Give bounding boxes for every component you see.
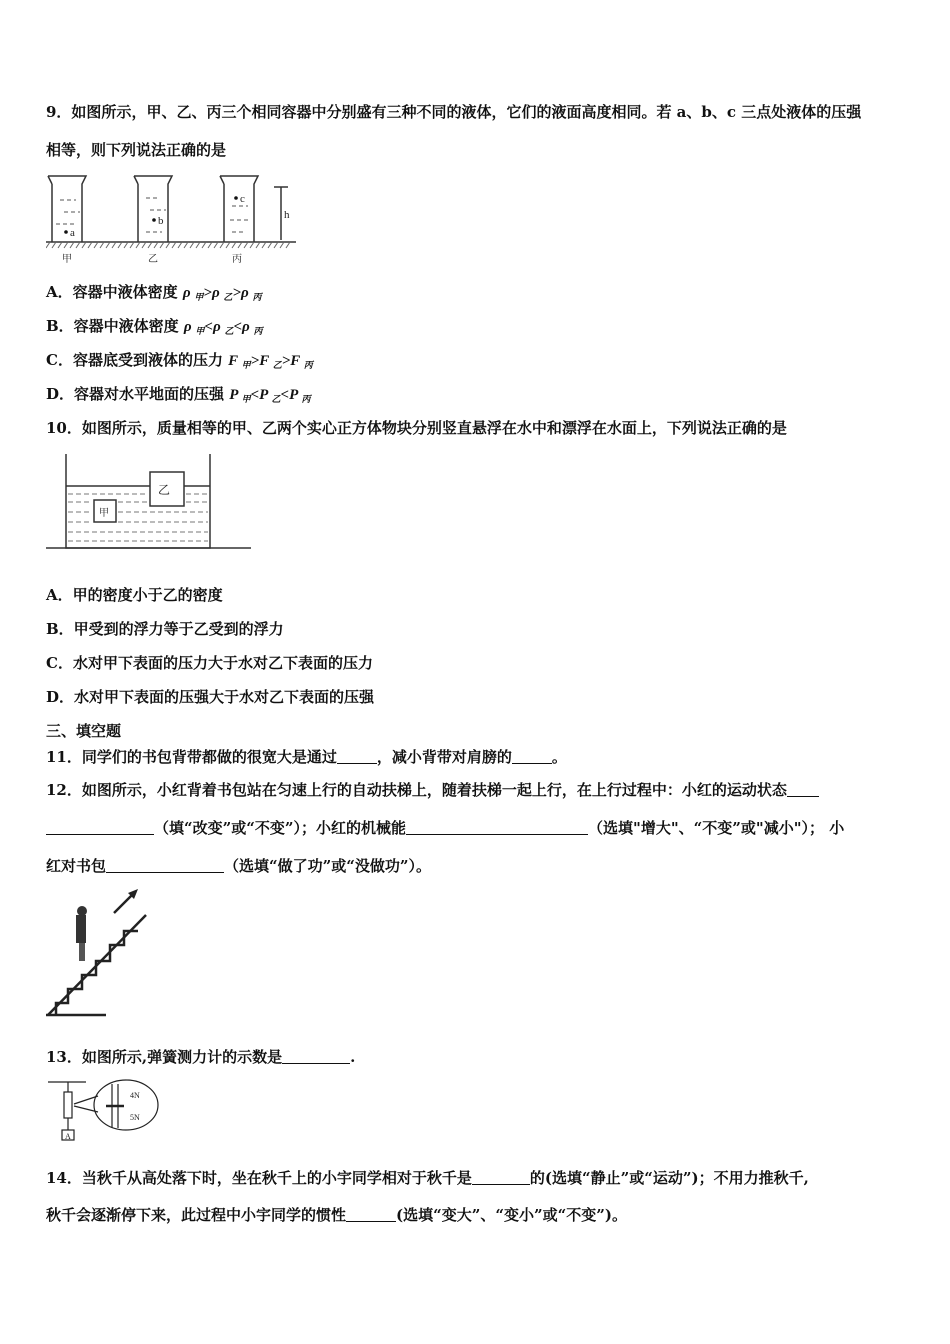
q14-text-b: 的(选填“静止”或“运动”)；不用力推秋千, — [529, 1169, 809, 1187]
q12-text-b: （填“改变”或“不变”）；小红的机械能 — [154, 819, 407, 837]
q10-beaker-figure — [46, 450, 256, 560]
q14-text-c: 秋千会逐渐停下来，此过程中小宇同学的惯性 — [46, 1206, 347, 1224]
q12-text-d: 红对书包 — [46, 857, 107, 875]
q9-containers-figure — [46, 170, 306, 270]
q10-option-c[interactable]: C．水对甲下表面的压力大于水对乙下表面的压力 — [46, 654, 373, 672]
q9-stem-line2: 相等，则下列说法正确的是 — [46, 141, 227, 159]
q14-line1 — [46, 1168, 809, 1188]
q10-option-a[interactable]: A．甲的密度小于乙的密度 — [46, 586, 223, 604]
point-b-label: b — [158, 215, 164, 227]
q11-blank-1[interactable] — [337, 749, 377, 764]
q12-blank-3[interactable] — [106, 858, 224, 873]
section-heading: 三、填空题 — [46, 722, 122, 740]
q12-text-e: （选填“做了功”或“没做功”）。 — [224, 857, 432, 875]
q12-line2 — [46, 818, 844, 838]
spring-scale-figure — [46, 1078, 166, 1144]
q13-text-b: . — [350, 1048, 356, 1066]
q13-blank[interactable] — [282, 1049, 350, 1064]
point-c-label: c — [240, 193, 245, 205]
q11-blank-2[interactable] — [512, 749, 552, 764]
q11 — [46, 747, 567, 767]
block-yi-label: 乙 — [158, 483, 171, 497]
q9-stem-line1: 9．如图所示，甲、乙、丙三个相同容器中分别盛有三种不同的液体，它们的液面高度相同。若 a、b、c 三点处液体的压强 — [46, 103, 862, 121]
q12-blank-1-cont[interactable] — [46, 820, 154, 835]
q11-text-c: 。 — [551, 748, 567, 766]
tick-4n-label: 4N — [130, 1091, 140, 1100]
q11-text-a: 11．同学们的书包背带都做的很宽大是通过 — [46, 748, 337, 766]
q12-line3 — [46, 856, 431, 876]
point-a-label: a — [70, 227, 75, 239]
q10-stem: 10．如图所示，质量相等的甲、乙两个实心正方体物块分别竖直悬浮在水中和漂浮在水面上，下列说法正确的是 — [46, 419, 787, 437]
q13-stem — [46, 1047, 355, 1067]
q12-text-c: （选填"增大"、“不变”或"减小"）； 小 — [588, 819, 845, 837]
q10-option-d[interactable]: D．水对甲下表面的压强大于水对乙下表面的压强 — [46, 688, 375, 706]
option-formula: ρ $_甲$>ρ $_乙$>ρ $_丙$ — [182, 285, 262, 302]
q9-option-b[interactable] — [46, 316, 263, 341]
q14-text-d: (选填“变大”、“变小”或“不变”)。 — [396, 1206, 627, 1224]
option-text: A．容器中液体密度 — [46, 283, 183, 301]
escalator-figure — [46, 885, 166, 1025]
option-text: B．容器中液体密度 — [46, 317, 184, 335]
q14-blank-2[interactable] — [346, 1207, 396, 1222]
option-formula: ρ $_甲$<ρ $_乙$<ρ $_丙$ — [183, 319, 263, 336]
q9-option-c[interactable] — [46, 350, 313, 375]
option-text: C．容器底受到液体的压力 — [46, 351, 229, 369]
q11-text-b: ，减小背带对肩膀的 — [376, 748, 512, 766]
q14-line2 — [46, 1205, 627, 1225]
container-label-jia: 甲 — [62, 254, 72, 265]
option-formula: F $_甲$>F $_乙$>F $_丙$ — [228, 353, 313, 370]
container-label-bing: 丙 — [232, 254, 242, 265]
tick-5n-label: 5N — [130, 1113, 140, 1122]
height-label: h — [284, 209, 290, 221]
q12-blank-2[interactable] — [406, 820, 588, 835]
q12-line1 — [46, 780, 819, 800]
weight-a-label: A — [65, 1132, 71, 1141]
q14-blank-1[interactable] — [472, 1170, 530, 1185]
q12-text-a: 12．如图所示，小红背着书包站在匀速上行的自动扶梯上，随着扶梯一起上行，在上行过程中：小红的运动状态 — [46, 781, 787, 799]
q10-option-b[interactable]: B．甲受到的浮力等于乙受到的浮力 — [46, 620, 284, 638]
option-formula: P $_甲$<P $_乙$<P $_丙$ — [229, 387, 311, 404]
block-jia-label: 甲 — [99, 508, 109, 519]
container-label-yi: 乙 — [148, 254, 158, 265]
q13-text-a: 13．如图所示,弹簧测力计的示数是 — [46, 1048, 283, 1066]
q12-blank-1[interactable] — [787, 782, 819, 797]
q9-option-a[interactable] — [46, 282, 262, 307]
option-text: D．容器对水平地面的压强 — [46, 385, 230, 403]
q9-option-d[interactable] — [46, 384, 310, 409]
q14-text-a: 14．当秋千从高处落下时，坐在秋千上的小宇同学相对于秋千是 — [46, 1169, 472, 1187]
